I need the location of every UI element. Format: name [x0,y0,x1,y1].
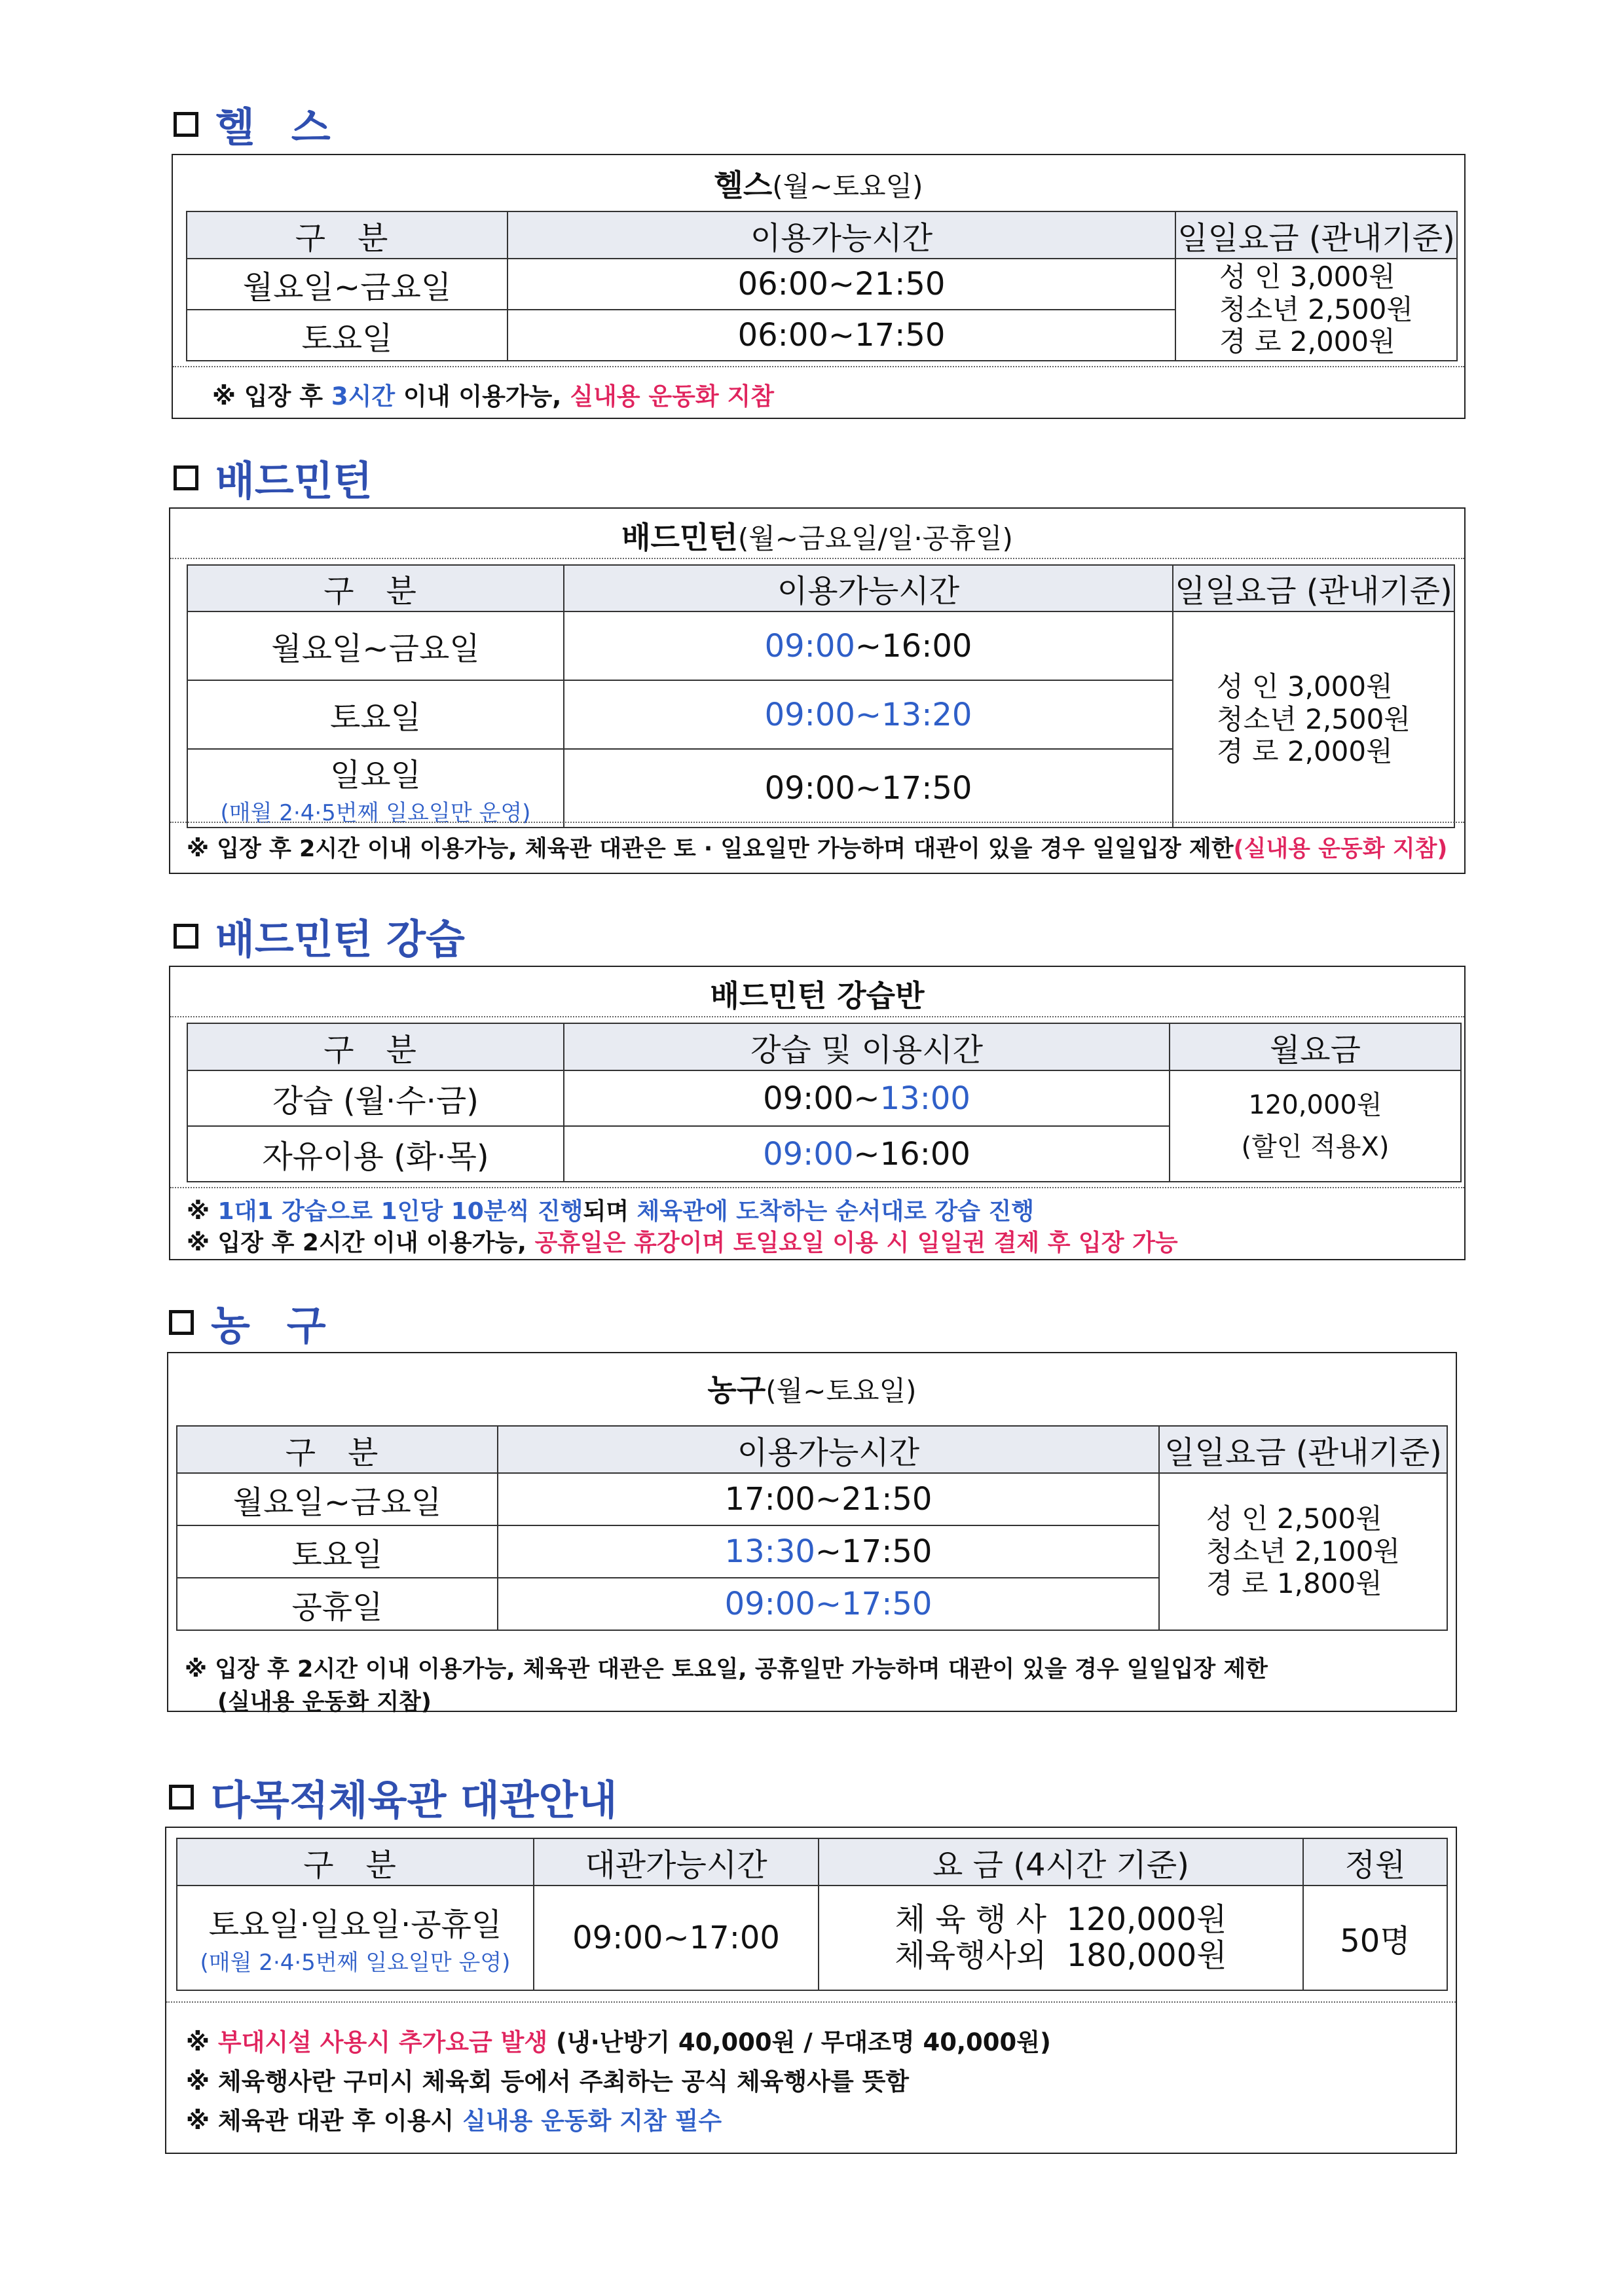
rental-note-1: ※ 부대시설 사용시 추가요금 발생 (냉·난방기 40,000원 / 무대조명 40,000원) [186,2028,1051,2056]
col-header-fee: 일일요금 (관내기준) [1175,211,1457,259]
col-header-fee: 요 금 (4시간 기준) [819,1838,1303,1886]
health-note: ※ 입장 후 3시간 이내 이용가능, 실내용 운동화 지참 [212,382,774,410]
basketball-caption: 농구(월~토요일) [707,1372,917,1408]
row-time: 09:00~13:20 [564,680,1173,749]
row-label: 토요일 [187,680,564,749]
lesson-note-2: ※ 입장 후 2시간 이내 이용가능, 공휴일은 휴강이며 토일요일 이용 시 일일권 결제 후 입장 가능 [187,1230,1178,1256]
health-caption: 헬스(월~토요일) [714,168,923,203]
fee-senior: 경 로 2,000원 [1217,735,1393,768]
basketball-note-2: (실내용 운동화 지참) [217,1689,432,1715]
basketball-box [167,1352,1457,1715]
checkbox-square-icon [169,1785,194,1810]
row-label: 월요일~금요일 [187,259,507,310]
col-header-time: 이용가능시간 [498,1426,1159,1473]
section-heading-basketball: 농 구 [169,1293,326,1351]
fee-adult: 성 인 2,500원 [1206,1502,1382,1535]
fee-cell [1173,611,1454,828]
lesson-table [187,1023,1462,1182]
section-heading-lesson: 배드민턴 강습 [174,907,465,965]
lesson-box [169,966,1466,1260]
col-header-category: 구 분 [177,1838,534,1886]
fee-cell [1159,1473,1447,1630]
badminton-table [187,564,1455,828]
checkbox-square-icon [174,465,198,490]
section-heading-rental: 다목적체육관 대관안내 [169,1768,618,1826]
fee-youth: 청소년 2,500원 [1217,702,1411,735]
col-header-fee: 일일요금 (관내기준) [1159,1426,1447,1473]
row-sublabel: (매월 2·4·5번째 일요일만 운영) [220,800,531,826]
dotted-divider [166,2001,1456,2003]
fee-cell [1170,1070,1461,1182]
fee-sports-event: 체 육 행 사 120,000원 [895,1901,1227,1938]
section-heading-badminton: 배드민턴 [174,448,373,507]
dotted-divider [170,1187,1464,1188]
fee-youth: 청소년 2,500원 [1219,293,1413,325]
rental-table [176,1838,1448,1991]
row-label: 강습 (월·수·금) [187,1070,564,1126]
checkbox-square-icon [174,924,198,949]
rental-note-3: ※ 체육관 대관 후 이용시 실내용 운동화 지참 필수 [186,2107,722,2135]
dotted-divider [170,822,1464,823]
checkbox-square-icon [169,1310,194,1335]
dotted-divider [170,1016,1464,1017]
row-time: 09:00~16:00 [564,611,1173,680]
row-sublabel: (매월 2·4·5번째 일요일만 운영) [200,1950,511,1976]
fee-cell [819,1886,1303,1990]
lesson-note-1: ※ 1대1 강습으로 1인당 10분씩 진행되며 체육관에 도착하는 순서대로 강습 진행 [187,1198,1035,1225]
fee-monthly: 120,000원 [1248,1090,1382,1120]
col-header-category: 구 분 [187,1023,564,1070]
row-label: 토요일 [187,310,507,361]
rental-note-2: ※ 체육행사란 구미시 체육회 등에서 주최하는 공식 체육행사를 뜻함 [186,2068,910,2096]
row-time: 13:30~17:50 [498,1525,1159,1578]
fee-non-sports-event: 체육행사외 180,000원 [895,1937,1227,1974]
row-label: 공휴일 [177,1578,498,1630]
row-label: 자유이용 (화·목) [187,1126,564,1182]
badminton-box [169,507,1466,874]
badminton-note: ※ 입장 후 2시간 이내 이용가능, 체육관 대관은 토 · 일요일만 가능하며 대관이 있을 경우 일일입장 제한(실내용 운동화 지참) [187,836,1448,862]
row-time: 09:00~17:50 [498,1578,1159,1630]
fee-senior: 경 로 1,800원 [1206,1567,1382,1600]
rental-box [165,1827,1457,2154]
col-header-fee: 일일요금 (관내기준) [1173,565,1454,611]
col-header-category: 구 분 [177,1426,498,1473]
lesson-caption: 배드민턴 강습반 [710,978,925,1013]
col-header-category: 구 분 [187,565,564,611]
col-header-capacity: 정원 [1303,1838,1447,1886]
row-time: 09:00~16:00 [564,1126,1170,1182]
fee-adult: 성 인 3,000원 [1217,670,1393,702]
col-header-time: 이용가능시간 [564,565,1173,611]
col-header-time: 이용가능시간 [507,211,1175,259]
dotted-divider [173,366,1464,367]
row-time: 09:00~17:50 [564,749,1173,828]
row-label: 월요일~금요일 [177,1473,498,1525]
capacity-cell: 50명 [1303,1886,1447,1990]
col-header-category: 구 분 [187,211,507,259]
row-time: 17:00~21:50 [498,1473,1159,1525]
fee-discount-note: (할인 적용X) [1241,1132,1390,1162]
fee-cell [1175,259,1457,361]
basketball-note-1: ※ 입장 후 2시간 이내 이용가능, 체육관 대관은 토요일, 공휴일만 가능하며 대관이 있을 경우 일일입장 제한 [185,1656,1268,1683]
col-header-time: 강습 및 이용시간 [564,1023,1170,1070]
col-header-fee: 월요금 [1170,1023,1461,1070]
fee-senior: 경 로 2,000원 [1219,325,1395,358]
row-time: 09:00~17:00 [534,1886,819,1990]
fee-adult: 성 인 3,000원 [1219,260,1395,293]
badminton-caption: 배드민턴(월~금요일/일·공휴일) [621,520,1013,555]
row-time: 09:00~13:00 [564,1070,1170,1126]
row-time: 06:00~17:50 [507,310,1175,361]
row-label: 토요일 [177,1525,498,1578]
row-time: 06:00~21:50 [507,259,1175,310]
health-table [186,211,1458,361]
row-label: 토요일·일요일·공휴일 (매월 2·4·5번째 일요일만 운영) [177,1886,534,1990]
col-header-time: 대관가능시간 [534,1838,819,1886]
section-heading-health: 헬 스 [174,95,331,153]
dotted-divider [170,558,1464,559]
row-label: 월요일~금요일 [187,611,564,680]
fee-youth: 청소년 2,100원 [1206,1535,1400,1567]
health-box [172,154,1466,419]
basketball-table [176,1425,1448,1631]
checkbox-square-icon [174,112,198,137]
row-label: 일요일 (매월 2·4·5번째 일요일만 운영) [187,749,564,828]
